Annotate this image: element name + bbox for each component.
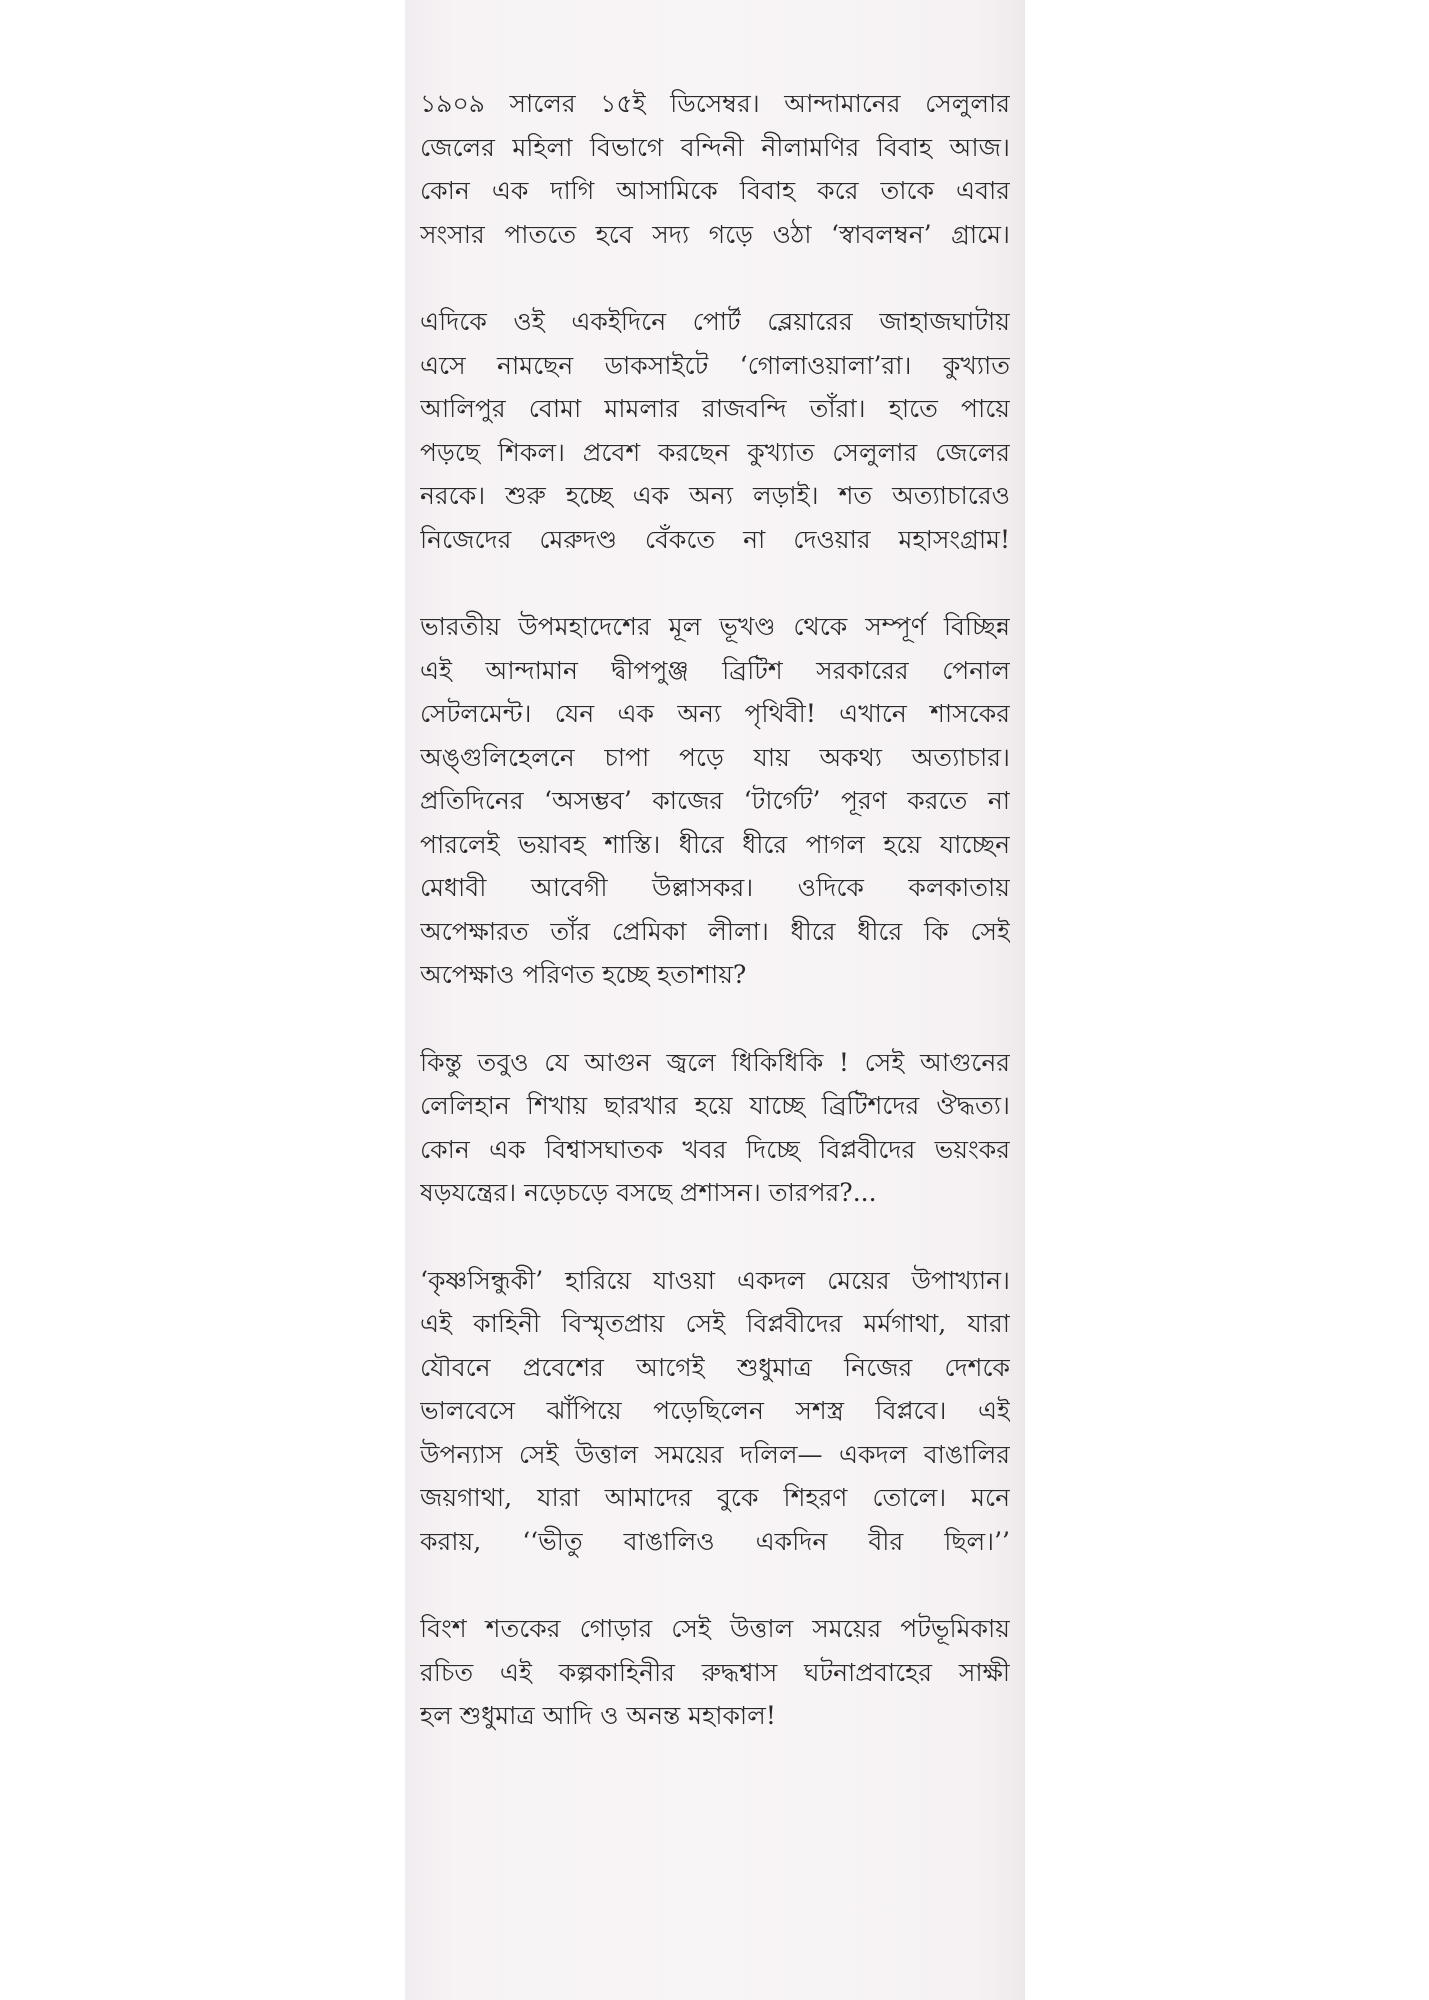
text-line: যৌবনে প্রবেশের আগেই শুধুমাত্র নিজের দেশকে	[420, 1352, 1010, 1382]
text-line: কোন এক বিশ্বাসঘাতক খবর দিচ্ছে বিপ্লবীদের ভয়ংকর	[420, 1134, 1010, 1164]
text-line: আলিপুর বোমা মামলার রাজবন্দি তাঁরা। হাতে পায়ে	[420, 394, 1010, 423]
text-line: এসে নামছেন ডাকসাইটে ‘গোলাওয়ালা’রা। কুখ্যাত	[420, 350, 1010, 380]
paragraph-2	[420, 300, 1010, 561]
text-line: করায়, ‘‘ভীতু বাঙালিও একদিন বীর ছিল।’’	[420, 1526, 1010, 1556]
blurb-text	[420, 82, 1010, 1782]
text-line: উপন্যাস সেই উত্তাল সময়ের দলিল— একদল বাঙালির	[420, 1439, 1010, 1469]
text-line: জেলের মহিলা বিভাগে বন্দিনী নীলামণির বিবাহ আজ।	[420, 132, 1010, 162]
text-line: প্রতিদিনের ‘অসম্ভব’ কাজের ‘টার্গেট’ পূরণ করতে না	[420, 786, 1010, 815]
text-line: ‘কৃষ্ণসিন্ধুকী’ হারিয়ে যাওয়া একদল মেয়ের উপাখ্যান।	[420, 1265, 1010, 1295]
text-line: নরকে। শুরু হচ্ছে এক অন্য লড়াই। শত অত্যাচারেও	[420, 481, 1010, 510]
text-line: কিন্তু তবুও যে আগুন জ্বলে ধিকিধিকি ! সেই আগুনের	[420, 1047, 1010, 1077]
text-line: ১৯০৯ সালের ১৫ই ডিসেম্বর। আন্দামানের সেলুলার	[420, 89, 1010, 118]
text-line: হল শুধুমাত্র আদি ও অনন্ত মহাকাল!	[420, 1701, 776, 1730]
text-line: ষড়যন্ত্রের। নড়েচড়ে বসছে প্রশাসন। তারপর?...	[420, 1178, 877, 1207]
text-line: সংসার পাততে হবে সদ্য গড়ে ওঠা ‘স্বাবলম্বন’ গ্রামে।	[420, 219, 1010, 249]
text-line: এই আন্দামান দ্বীপপুঞ্জ ব্রিটিশ সরকারের পেনাল	[420, 655, 1010, 685]
text-line: কোন এক দাগি আসামিকে বিবাহ করে তাকে এবার	[420, 176, 1010, 205]
paragraph-5	[420, 1259, 1010, 1564]
text-line: লেলিহান শিখায় ছারখার হয়ে যাচ্ছে ব্রিটিশদের ঔদ্ধত্য।	[420, 1091, 1010, 1120]
text-line: জয়গাথা, যারা আমাদের বুকে শিহরণ তোলে। মনে	[420, 1483, 1010, 1512]
paragraph-3	[420, 605, 1010, 997]
text-line: অপেক্ষারত তাঁর প্রেমিকা লীলা। ধীরে ধীরে কি সেই	[420, 916, 1010, 946]
text-line: এই কাহিনী বিস্মৃতপ্রায় সেই বিপ্লবীদের মর্মগাথা, যারা	[420, 1309, 1010, 1338]
text-line: পারলেই ভয়াবহ শাস্তি। ধীরে ধীরে পাগল হয়ে যাচ্ছেন	[420, 829, 1010, 859]
text-line: মেধাবী আবেগী উল্লাসকর। ওদিকে কলকাতায়	[420, 873, 1010, 902]
text-line: বিংশ শতকের গোড়ার সেই উত্তাল সময়ের পটভূমিকায়	[420, 1614, 1010, 1643]
text-line: রচিত এই কল্পকাহিনীর রুদ্ধশ্বাস ঘটনাপ্রবাহের সাক্ষী	[420, 1657, 1010, 1687]
text-line: অপেক্ষাও পরিণত হচ্ছে হতাশায়?	[420, 960, 747, 989]
paragraph-6	[420, 1607, 1010, 1738]
text-line: সেটলমেন্ট। যেন এক অন্য পৃথিবী! এখানে শাসকের	[420, 699, 1010, 728]
paragraph-4	[420, 1041, 1010, 1215]
text-line: ভারতীয় উপমহাদেশের মূল ভূখণ্ড থেকে সম্পূর্ণ বিচ্ছিন্ন	[420, 612, 1010, 641]
text-line: পড়ছে শিকল। প্রবেশ করছেন কুখ্যাত সেলুলার জেলের	[420, 437, 1010, 467]
paragraph-1	[420, 82, 1010, 256]
text-line: ভালবেসে ঝাঁপিয়ে পড়েছিলেন সশস্ত্র বিপ্লবে। এই	[420, 1396, 1010, 1425]
text-line: এদিকে ওই একইদিনে পোর্ট ব্লেয়ারের জাহাজঘাটায়	[420, 307, 1010, 336]
text-line: নিজেদের মেরুদণ্ড বেঁকতে না দেওয়ার মহাসংগ্রাম!	[420, 524, 1010, 554]
text-line: অঙ্গুলিহেলনে চাপা পড়ে যায় অকথ্য অত্যাচার।	[420, 742, 1010, 772]
